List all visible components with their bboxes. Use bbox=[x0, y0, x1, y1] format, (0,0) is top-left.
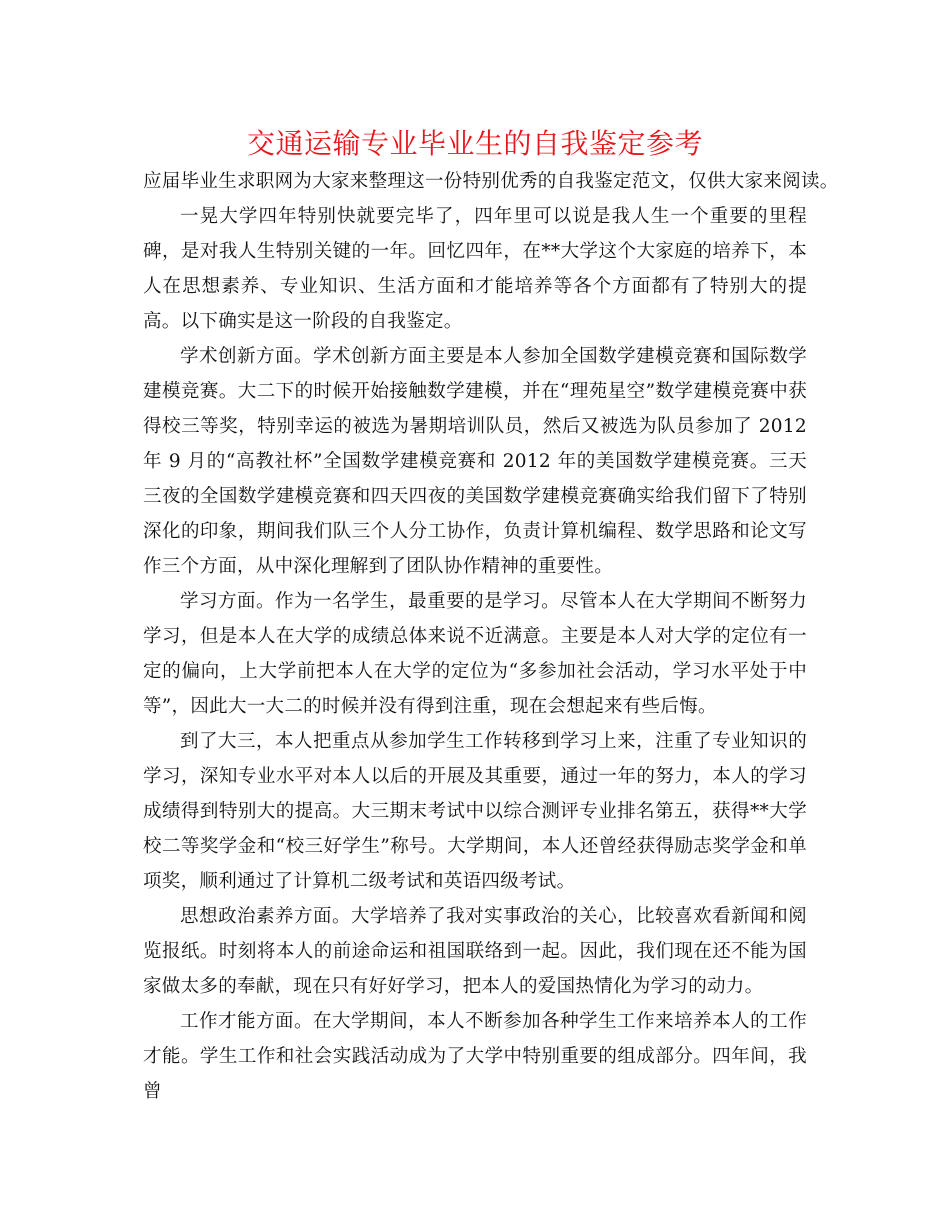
body-paragraph-2: 学术创新方面。学术创新方面主要是本人参加全国数学建模竞赛和国际数学建模竞赛。大二下的时候开始接触数学建模，并在“理苑星空”数学建模竞赛中获得校三等奖，特别幸运的被选为暑期培训队员，然后又被选为队员参加了 2012 年 9 月的“高教社杯”全国数学建模竞赛和 2012 年的美国数学建模竞赛。三天三夜的全国数学建模竞赛和四天四夜的美国数学建模竞赛确实给我们留下了特别深化的印象，期间我们队三个人分工协作，负责计算机编程、数学思路和论文写作三个方面，从中深化理解到了团队协作精神的重要性。 bbox=[143, 346, 807, 577]
document-title: 交通运输专业毕业生的自我鉴定参考 bbox=[246, 127, 703, 160]
body-paragraph-4: 到了大三，本人把重点从参加学生工作转移到学习上来，注重了专业知识的学习，深知专业水平对本人以后的开展及其重要，通过一年的努力，本人的学习成绩得到特别大的提高。大三期末考试中以综合测评专业排名第五，获得**大学校二等奖学金和“校三好学生”称号。大学期间，本人还曾经获得励志奖学金和单项奖，顺利通过了计算机二级考试和英语四级考试。 bbox=[143, 731, 807, 892]
body-paragraph-6: 工作才能方面。在大学期间，本人不断参加各种学生工作来培养本人的工作才能。学生工作和社会实践活动成为了大学中特别重要的组成部分。四年间，我曾 bbox=[143, 1011, 807, 1102]
body-paragraph-1: 一晃大学四年特别快就要完毕了，四年里可以说是我人生一个重要的里程碑，是对我人生特别关键的一年。回忆四年，在**大学这个大家庭的培养下，本人在思想素养、专业知识、生活方面和才能培养等各个方面都有了特别大的提高。以下确实是这一阶段的自我鉴定。 bbox=[143, 206, 807, 332]
body-paragraph-3: 学习方面。作为一名学生，最重要的是学习。尽管本人在大学期间不断努力学习，但是本人在大学的成绩总体来说不近满意。主要是本人对大学的定位有一定的偏向，上大学前把本人在大学的定位为“多参加社会活动，学习水平处于中等”，因此大一大二的时候并没有得到注重，现在会想起来有些后悔。 bbox=[143, 591, 807, 717]
body-paragraph-5: 思想政治素养方面。大学培养了我对实事政治的关心，比较喜欢看新闻和阅览报纸。时刻将本人的前途命运和祖国联络到一起。因此，我们现在还不能为国家做太多的奉献，现在只有好好学习，把本人的爱国热情化为学习的动力。 bbox=[143, 906, 807, 997]
document-body bbox=[143, 164, 839, 1109]
intro-paragraph: 应届毕业生求职网为大家来整理这一份特别优秀的自我鉴定范文，仅供大家来阅读。 bbox=[143, 171, 839, 192]
